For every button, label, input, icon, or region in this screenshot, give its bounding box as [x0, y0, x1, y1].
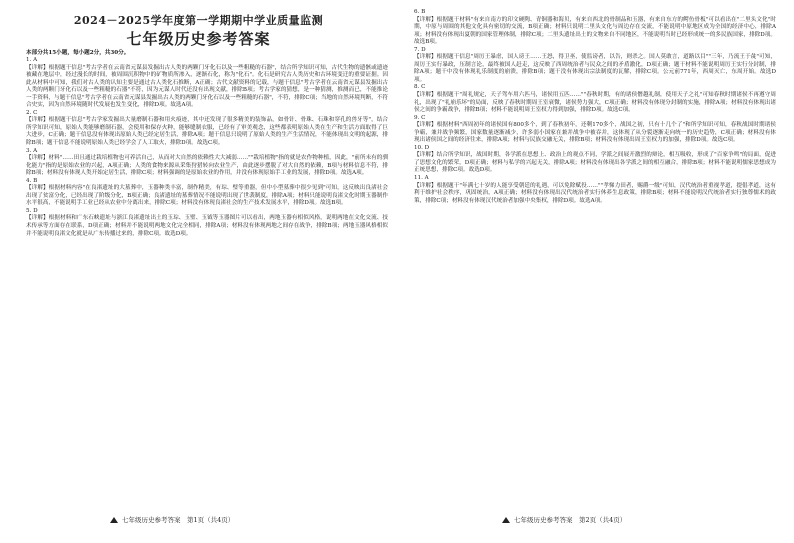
question-answer: 8. C — [414, 84, 426, 91]
footer-right — [502, 515, 626, 524]
answer-explanation: 【详解】根据题干信息"考古学家发掘出大量磨制石器和用火痕迹，其中还发现了很多精美的装饰品，如骨针、骨珠、石珠和穿孔的兽牙等"，结合所学知识可知，原始人类能够磨制石器，会使用和保存火种，能够缝制衣服，已经有了审美观念，这些都表明原始人类在生产和生活方面取得了巨大进步，C正确；题干信息没有体现出原始人类已经定居生活，排除A项；题干信息只说明了原始人类的生产生活情况，不能体现出文明的起源，排除B项；题干信息不能说明原始人类已经学会了人工取火，排除D项。故选C项。 — [26, 117, 388, 147]
answer-explanation: 【详解】根据材料和广东石峡遗址与浙江良渚遗址出土的玉琮、玉璧、玉钺等玉器图片可以看出，两地玉器有相似风格，说明两地在文化交流、技术传承等方面存在联系，D项正确；材料并不能说明两地文化完全相同，排除A项；材料没有体现两地之间存在战争，排除B项；两地玉器风格相似并不能说明良渚文化就是从广东传播过来的，排除C项。故选D项。 — [26, 215, 388, 237]
answer-explanation: 【详解】根据题干材料"有来自南方的印文硬陶、青铜器和海贝，有来自西北的骨制品和玉器，有来自东方的鳄鱼骨板"可以看出在"二里头文化"时期，中原与周围的其他文化具有密切的交流，B项正确；材料只说明二里头文化与周边存在交流，不能说明中原地区成为全国的经济中心，排除A项；材料没有体现出夏朝的国家管理体制，排除C项；二里头遗址出土的文物来自不同地区，不能说明当时已经形成统一的多民族国家，排除D项。故选B项。 — [414, 16, 776, 46]
question-answer: 11. A — [414, 175, 429, 182]
question-answer: 1. A — [26, 57, 38, 63]
answer-explanation: 【详解】根据题干信息"周厉王暴虐，国人谤王……王怒，得卫巫，使监谤者，以告，则杀之。国人莫敢言，道路以目""三年，乃流王于彘"可知，周厉王实行暴政，压制言论，最终被国人赶走，这反映了西周统治者与民众之间的矛盾激化，D项正确；题干材料不能说明周厉王实行分封制，排除A项；题干中没有体现礼乐制度的崩溃，排除B项；题干没有体现出宗法制度的瓦解，排除C项。公元前771年，西周灭亡，东周开始。故选D项。 — [414, 54, 776, 83]
answer-explanation: 【详解】根据材料内容"在良渚遗址的大墓葬中，玉器种类丰富，制作精美，有琮、璧等重器，但中小型墓葬中很少见到"可知，这反映出良渚社会出现了贫富分化，已经出现了阶级分化，B项正确；良渚遗址的墓葬情况不能说明出现了世袭制度，排除A项；材料只能说明良渚文化时期玉器制作水平很高，不能说明手工业已经从农业中分离出来，排除C项；材料没有体现良渚社会的生产技术发展水平，排除D项。故选B项。 — [26, 185, 388, 207]
left-column — [26, 57, 388, 505]
question-answer: 2. C — [26, 109, 38, 116]
answer-explanation: 【详解】根据题干信息"考古学者在云南省元谋县发掘出古人类的两颗门牙化石以及一些粗糙的石器"，结合所学知识可知，古代生物的遗骸或遗迹被藏在地层中，经过漫长的时间，被周围沉积物中的矿物质所渗入，逐渐石化，称为"化石"。化石是研究古人类历史和古环境变迁的重要证据。因此从材料中可知，我们对古人类的认知主要是通过古人类化石推断，A正确；古代文献资料的记载，与题干信息"考古学者在云南省元谋县发掘出古人类的两颗门牙化石以及一些粗糙的石器"不符，因为元谋人时代还没有出现文献，排除B项；考古学家的猜想，是一种猜测，推测而已，不能推论一手资料，与题干信息"考古学者在云南省元谋县发掘出古人类的两颗门牙化石以及一些粗糙的石器"，不符，排除C项；当地的自然环境判断，不符合史实，因为自然环境随时代发展也发生变化，排除D项。故选A项。 — [26, 64, 388, 109]
footer-right-text: 七年级历史参考答案 第2页（共4页） — [514, 516, 627, 524]
question-answer: 3. A — [26, 147, 38, 154]
footer-left — [110, 515, 234, 524]
answer-explanation: 【详解】根据题干"周礼规定，天子驾车用六匹马，诸侯用五匹……""春秋时期，有的诸侯僭越礼制，使用天子之礼"可知春秋时期诸侯不再遵守周礼，出现了"礼崩乐坏"的局面，反映了春秋时期周王室衰微，诸侯势力强大，C项正确；材料没有体现分封制的实施，排除A项；材料没有体现出诸侯之间的争霸战争，排除B项；材料不能说明周王室权力得到加强，排除D项。故选C项。 — [414, 92, 776, 114]
question-answer: 5. D — [26, 207, 38, 214]
footer-left-text: 七年级历史参考答案 第1页（共4页） — [122, 516, 235, 524]
right-column — [414, 9, 776, 505]
answer-explanation: 【详解】材料"……田且通过栽培植物也可养活自己，从而对大自然的依赖性大大减弱……""栽培植物"指的就是农作物种植，因此，"前所未有的驯化能力"指的是原始农业的兴起，A项正确；人类的食物来源从采集狩猎转向农业生产，由此逐步摆脱了对大自然的依赖，B项与材料信息不符，排除B项；材料没有体现人类开始定居生活，排除C项；材料强调的是原始农业的作用，并没有体现原始手工业的发展，排除D项。故选A项。 — [26, 155, 388, 177]
exam-title: 2024－2025学年度第一学期期中学业质量监测 — [73, 14, 324, 27]
triangle-logo-icon — [502, 517, 510, 523]
answer-key-title: 七年级历史参考答案 — [126, 30, 271, 48]
question-answer: 7. D — [414, 46, 426, 53]
question-answer: 4. B — [26, 177, 38, 184]
triangle-logo-icon — [110, 517, 118, 523]
section-note: 本部分共15小题，每小题2分，共30分。 — [26, 50, 130, 56]
question-answer: 10. D — [414, 144, 430, 151]
answer-explanation: 【详解】根据材料"西周初年的诸侯国有800多个，到了春秋初年，还剩170多个，战国之初，只有十几个了"和所学知识可知，春秋战国时期诸侯争霸，兼并战争频繁，国家数量逐渐减少，许多弱小国家在兼并战争中被吞并，这体现了从分裂逐渐走向统一的历史趋势，C项正确；材料没有体现出诸侯国之间的经济往来，排除A项；材料与民族交融无关，排除B项；材料没有体现出周王室权力的加强，排除D项。故选C项。 — [414, 122, 776, 144]
question-answer: 6. B — [414, 9, 426, 15]
answer-explanation: 【详解】结合所学知识，战国时期，各学派在思想上、政治上的观点不同，学派之间展开激烈的辩论，相互吸收，形成了"百家争鸣"的局面，促进了思想文化的繁荣，D项正确；材料与私学的兴起无关，排除A项；材料没有体现出各学派之间的相互融合，排除B项；材料不能说明儒家思想成为正统思想，排除C项。故选D项。 — [414, 152, 776, 174]
question-answer: 9. C — [414, 114, 426, 121]
answer-explanation: 【详解】根据题干"年满七十岁的人能享受朝廷的礼遇，可以免除赋役……""孝悌力田者，赐爵一级"可知，汉代统治者重视孝道，提倡孝道，这有利于维护社会秩序，巩固统治，A项正确；材料没有体现出汉代统治者实行休养生息政策，排除B项；材料不能说明汉代统治者实行独尊儒术的政策，排除C项；材料没有体现汉代统治者加强中央集权，排除D项。故选A项。 — [414, 182, 776, 204]
